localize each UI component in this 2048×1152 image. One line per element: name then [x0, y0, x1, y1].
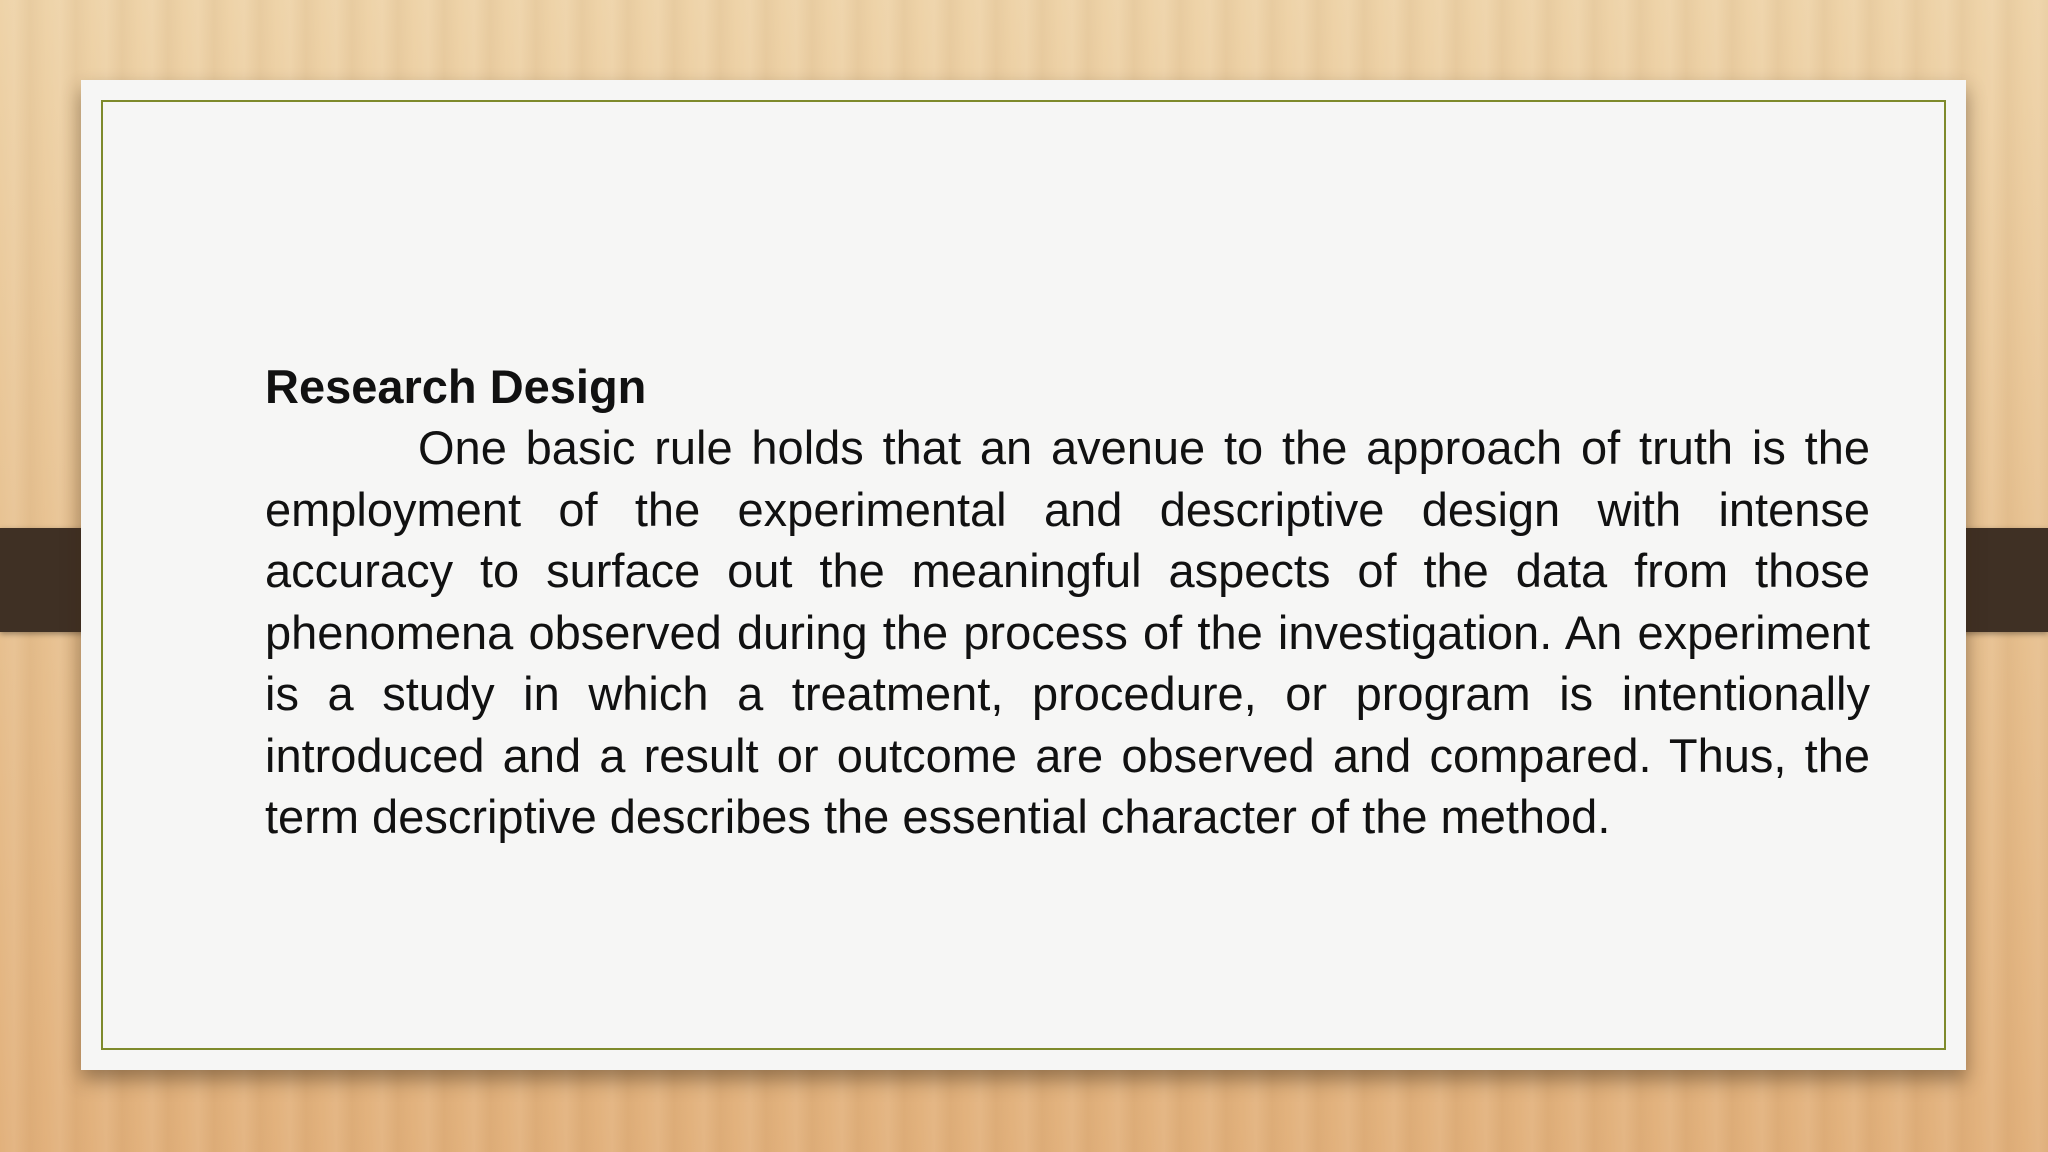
slide-body-paragraph: One basic rule holds that an avenue to the approach of truth is the employment of the experimental and descriptive design with intense accuracy to surface out the meaningful aspects of the data from those phenomena observed during the process of the investigation. An experiment is a study in which a treatment, procedure, or program is intentionally introduced and a result or outcome are observed and compared. Thus, the term descriptive describes the essential character of the method. — [265, 421, 1870, 843]
slide-title: Research Design — [265, 360, 647, 413]
slide-content — [265, 356, 1870, 848]
slide-card — [81, 80, 1966, 1070]
